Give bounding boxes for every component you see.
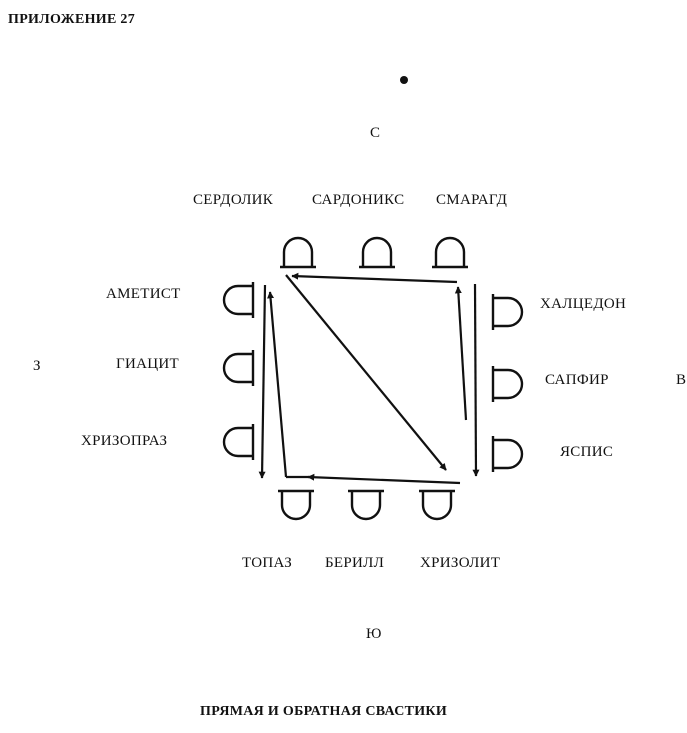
seat-top-2 (359, 238, 395, 267)
seat-top-1 (280, 238, 316, 267)
right-up-line (458, 287, 466, 420)
stone-berill: БЕРИЛЛ (325, 555, 385, 571)
stone-yaspis: ЯСПИС (560, 444, 614, 460)
seat-right-3 (493, 436, 522, 472)
seat-right-2 (493, 366, 522, 402)
direction-west: З (33, 358, 41, 374)
direction-south: Ю (366, 626, 382, 642)
direction-north: С (370, 125, 381, 141)
stone-ametist: АМЕТИСТ (106, 286, 181, 302)
stone-hrizopraz: ХРИЗОПРАЗ (81, 433, 168, 449)
bottom-edge-line (308, 477, 460, 483)
caption: ПРЯМАЯ И ОБРАТНАЯ СВАСТИКИ (200, 704, 448, 719)
appendix-label: ПРИЛОЖЕНИЕ 27 (8, 12, 136, 27)
stone-giatsit: ГИАЦИТ (116, 356, 179, 372)
stone-sardoniks: САРДОНИКС (312, 192, 405, 208)
seat-top-3 (432, 238, 468, 267)
seat-left-3 (224, 424, 253, 460)
right-down-line (475, 284, 476, 476)
left-down-line (262, 285, 265, 478)
ornament-dot (400, 76, 408, 84)
seat-left-1 (224, 282, 253, 318)
top-edge-line (292, 276, 457, 282)
seat-bottom-3 (419, 491, 455, 519)
stone-sardolik: СЕРДОЛИК (193, 192, 274, 208)
direction-east: В (676, 372, 687, 388)
stone-halcedon: ХАЛЦЕДОН (540, 296, 627, 312)
seat-bottom-1 (278, 491, 314, 519)
seat-right-1 (493, 294, 522, 330)
stone-smaragd: СМАРАГД (436, 192, 508, 208)
seat-left-2 (224, 350, 253, 386)
left-up-line (270, 292, 286, 477)
stone-topaz: ТОПАЗ (242, 555, 293, 571)
stone-hrizolit: ХРИЗОЛИТ (420, 555, 501, 571)
stone-sapfir: САПФИР (545, 372, 609, 388)
seat-bottom-2 (348, 491, 384, 519)
diagonal-line (286, 275, 446, 470)
